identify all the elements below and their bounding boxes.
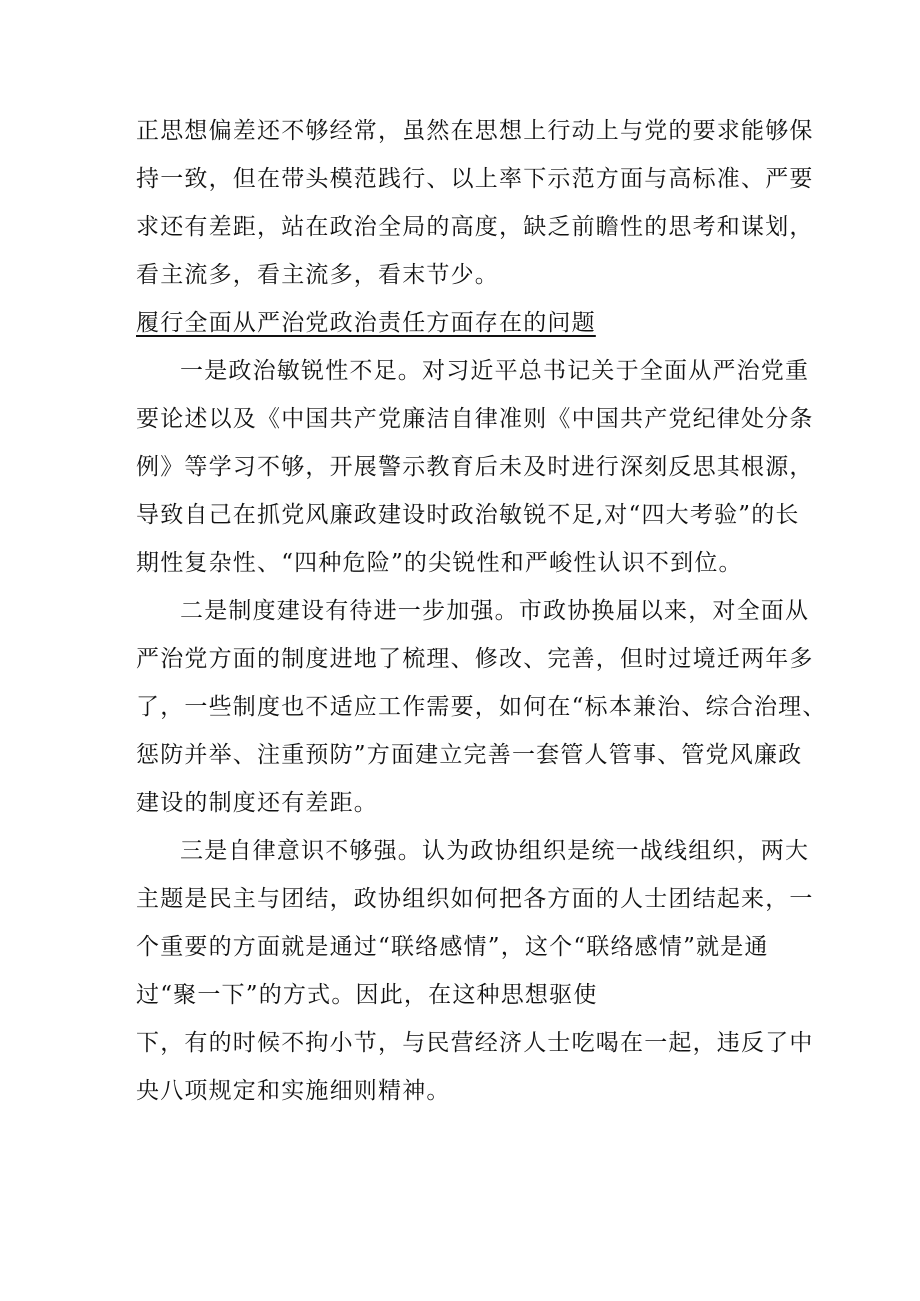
paragraph3-line-1: 三是自律意识不够强。认为政协组织是统一战线组织，两大 [180, 838, 810, 864]
paragraph2-line-3: 了，一些制度也不适应工作需要，如何在“标本兼治、综合治理、 [136, 694, 827, 720]
paragraph2-line-5: 建设的制度还有差距。 [136, 790, 378, 816]
paragraph3-line-5: 下，有的时候不拘小节，与民营经济人士吃喝在一起，违反了中 [136, 1030, 814, 1056]
section-heading: 履行全面从严治党政治责任方面存在的问题 [136, 310, 596, 336]
paragraph1-line-2: 要论述以及《中国共产党廉洁自律准则《中国共产党纪律处分条 [136, 406, 814, 432]
paragraph2-line-2: 严治党方面的制度进地了梳理、修改、完善，但时过境迁两年多 [136, 646, 814, 672]
paragraph3-line-4: 过“聚一下”的方式。因此，在这种思想驱使 [136, 982, 598, 1008]
paragraph3-line-3: 个重要的方面就是通过“联络感情”，这个“联络感情”就是通 [136, 934, 769, 960]
intro-line-2: 持一致，但在带头模范践行、以上率下示范方面与高标准、严要 [136, 166, 814, 192]
paragraph2-line-4: 惩防并举、注重预防”方面建立完善一套管人管事、管党风廉政 [136, 742, 803, 768]
paragraph3-line-6: 央八项规定和实施细则精神。 [136, 1078, 451, 1104]
intro-line-1: 正思想偏差还不够经常，虽然在思想上行动上与党的要求能够保 [136, 118, 814, 144]
paragraph2-line-1: 二是制度建设有待进一步加强。市政协换届以来，对全面从 [180, 598, 810, 624]
paragraph1-line-1: 一是政治敏锐性不足。对习近平总书记关于全面从严治党重 [180, 358, 810, 384]
paragraph1-line-4: 导致自己在抓党风廉政建设时政治敏锐不足,对“四大考验”的长 [136, 502, 800, 528]
intro-line-3: 求还有差距，站在政治全局的高度，缺乏前瞻性的思考和谋划， [136, 214, 814, 240]
paragraph3-line-2: 主题是民主与团结，政协组织如何把各方面的人士团结起来，一 [136, 886, 814, 912]
paragraph1-line-5: 期性复杂性、“四种危险”的尖锐性和严峻性认识不到位。 [136, 550, 743, 576]
intro-line-4: 看主流多，看主流多，看末节少。 [136, 262, 499, 288]
paragraph1-line-3: 例》等学习不够，开展警示教育后未及时进行深刻反思其根源， [136, 454, 814, 480]
